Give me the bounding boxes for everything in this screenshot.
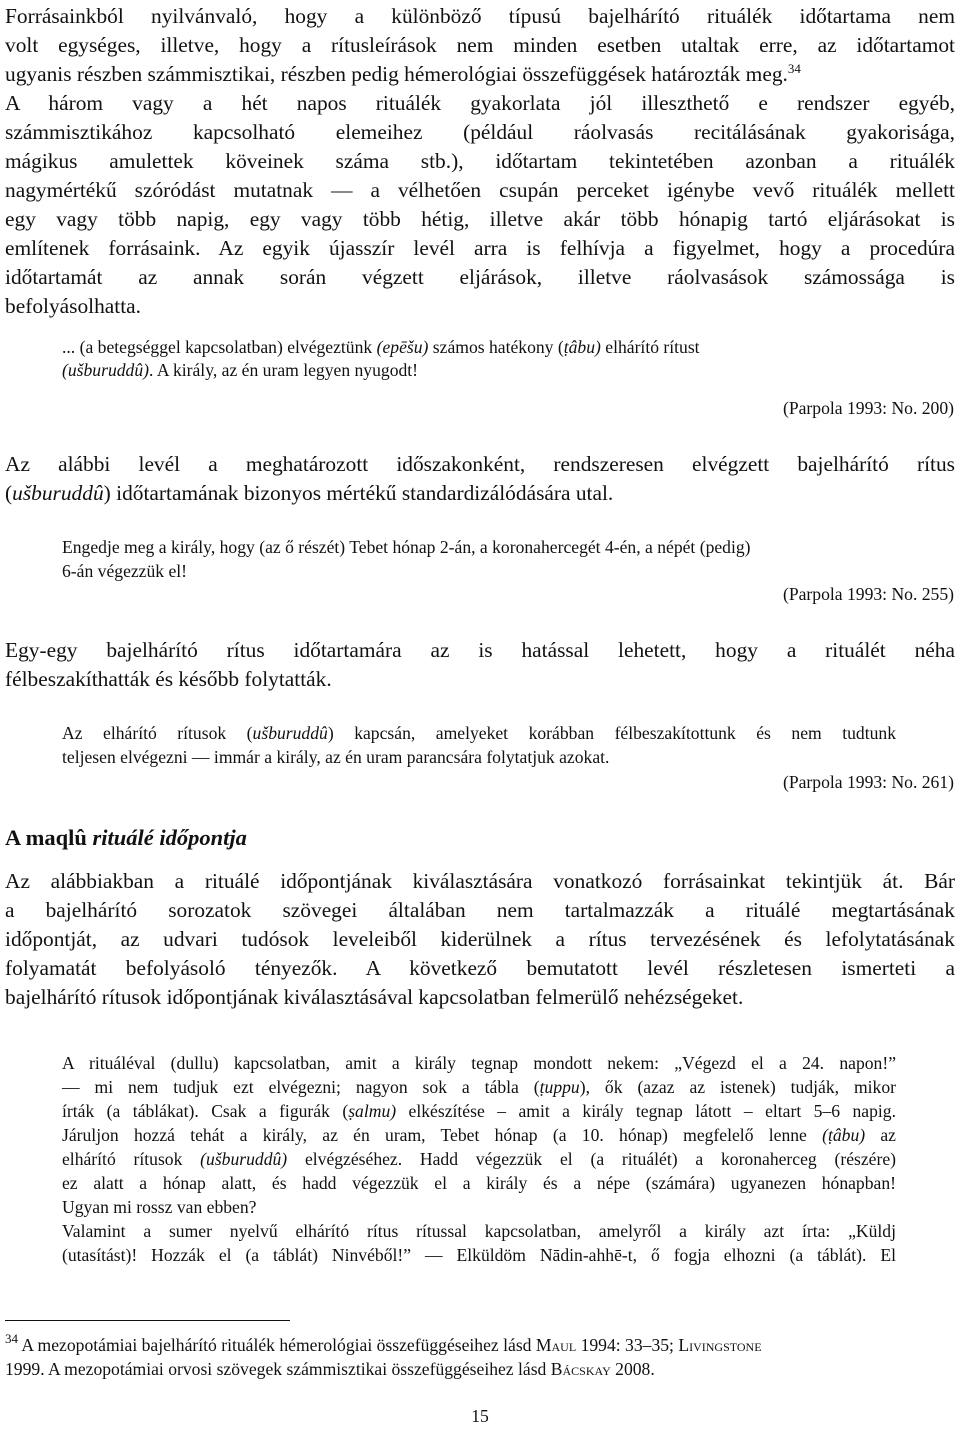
section-heading: A maqlû rituálé időpontja xyxy=(5,825,247,850)
paragraph-1-line-11: befolyásolhatta. xyxy=(5,294,142,318)
quote-4-line-5: elhárító rítusok (ušburuddû) elvégzéséhez. Hadd végezzük el (a rituálét) a koronaherceg (részére) xyxy=(62,1149,897,1169)
paragraph-1-line-9: említenek forrásaink. Az egyik újasszír levél arra is felhívja a figyelmet, hogy a procedúra xyxy=(5,236,955,260)
paragraph-2-line-2: (ušburuddû) időtartamának bizonyos mértékű standardizálódására utal. xyxy=(5,481,614,505)
quote-2-line-2: 6-án végezzük el! xyxy=(62,561,188,581)
page-number: 15 xyxy=(471,1406,489,1426)
quote-3-citation: (Parpola 1993: No. 261) xyxy=(782,772,954,792)
paragraph-1-line-4: A három vagy a hét napos rituálék gyakorlata jól illeszthető e rendszer egyéb, xyxy=(5,91,955,115)
paragraph-4-line-4: folyamatát befolyásoló tényezők. A következő bemutatott levél részletesen ismerteti a xyxy=(5,956,955,980)
paragraph-4-line-5: bajelhárító rítusok időpontjának kiválasztásával kapcsolatban felmerülő nehézségeket. xyxy=(5,985,744,1009)
quote-4-line-7: Ugyan mi rossz van ebben? xyxy=(62,1197,257,1217)
paragraph-4-line-2: a bajelhárító sorozatok szövegei általában nem tartalmazzák a rituálé megtartásának xyxy=(5,898,955,922)
quote-4-line-3: írták (a táblákat). Csak a figurák (ṣalmu) elkészítése – amit a király tegnap látott – eltart 5–6 napig. xyxy=(62,1101,897,1121)
quote-4-line-2: ― mi nem tudjuk ezt elvégezni; nagyon sok a tábla (ṭuppu), ők (azaz az istenek) tudják, mikor xyxy=(62,1077,896,1097)
paragraph-1-line-5: számmisztikához kapcsolható elemeihez (például ráolvasás recitálásának gyakorisága, xyxy=(5,120,955,144)
quote-4-line-1: A rituáléval (dullu) kapcsolatban, amit a király tegnap mondott nekem: „Végezd el a 24. napon!” xyxy=(62,1053,896,1073)
paragraph-3-line-2: félbeszakíthatták és később folytatták. xyxy=(5,667,332,691)
paragraph-1-line-6: mágikus amulettek köveinek száma stb.), időtartam tekintetében azonban a rituálék xyxy=(5,149,955,173)
footnote-ref-34[interactable]: 34 xyxy=(787,61,801,76)
paragraph-2-line-1: Az alábbi levél a meghatározott időszakonként, rendszeresen elvégzett bajelhárító rítus xyxy=(5,452,955,476)
quote-1-line-1: ... (a betegséggel kapcsolatban) elvégeztünk (epēšu) számos hatékony (ṭâbu) elhárító rítust xyxy=(62,337,700,357)
quote-4-line-6: ez alatt a hónap alatt, és hadd végezzük el a király és a népe (számára) ugyanezen hónapban! xyxy=(62,1173,896,1193)
quote-1-citation: (Parpola 1993: No. 200) xyxy=(782,398,954,418)
footnote-separator xyxy=(5,1320,290,1321)
quote-3-line-1: Az elhárító rítusok (ušburuddû) kapcsán, amelyeket korábban félbeszakítottunk és nem tudtunk xyxy=(62,723,896,743)
paragraph-1-line-7: nagymértékű szóródást mutatnak ― a vélhetően csupán perceket igénybe vevő rituálék mellett xyxy=(5,178,955,202)
quote-2-citation: (Parpola 1993: No. 255) xyxy=(782,584,954,604)
paragraph-1-line-10: időtartamát az annak során végzett eljárások, illetve ráolvasások számossága is xyxy=(5,265,955,289)
paragraph-1-line-1: Forrásainkból nyilvánvaló, hogy a különböző típusú bajelhárító rituálék időtartama nem xyxy=(5,4,955,28)
footnote-number: 34 xyxy=(5,1331,18,1346)
paragraph-4-line-1: Az alábbiakban a rituálé időpontjának kiválasztására vonatkozó forrásainkat tekintjük át. Bár xyxy=(5,869,955,893)
quote-1-line-2: (ušburuddû). A király, az én uram legyen nyugodt! xyxy=(62,360,419,380)
paragraph-1-line-8: egy vagy több napig, egy vagy több hétig, illetve akár több hónapig tartó eljárásokat is xyxy=(5,207,955,231)
quote-3-line-2: teljesen elvégezni ― immár a király, az én uram parancsára folytatjuk azokat. xyxy=(62,747,610,767)
paragraph-4-line-3: időpontját, az udvari tudósok leveleiből kiderülnek a rítus tervezésének és lefolytatásának xyxy=(5,927,955,951)
quote-4-line-4: Járuljon hozzá tehát a király, az én uram, Tebet hónap (a 10. hónap) megfelelő lenne (ṭâbu) az xyxy=(62,1125,896,1145)
paragraph-1-line-2: volt egységes, illetve, hogy a rítusleírások nem minden esetben utaltak erre, az időtartamot xyxy=(5,33,955,57)
footnote-34: $^{34}$ A mezopotámiai bajelhárító rituálék hémerológiai összefüggéseihez lásd Maul 1994: 33–35; Livingstone 1999. A mezopotámiai orvosi szövegek számmisztikai összefüggéseihez lásd Bácskay 2008. xyxy=(5,1331,762,1379)
quote-2-line-1: Engedje meg a király, hogy (az ő részét) Tebet hónap 2-án, a koronahercegét 4-én, a népét (pedig) xyxy=(62,537,751,557)
paragraph-1-line-3: ugyanis részben számmisztikai, részben pedig hémerológiai összefüggések határozták meg.$^{34}$ xyxy=(5,61,801,86)
quote-4-line-8: Valamint a sumer nyelvű elhárító rítus rítussal kapcsolatban, amelyről a király azt írta: „Küldj xyxy=(62,1221,896,1241)
quote-4-line-9: (utasítást)! Hozzák el (a táblát) Ninvéből!” ― Elküldöm Nādin-ahhē-t, ő fogja elhozni (a táblát). El xyxy=(62,1245,896,1265)
paragraph-3-line-1: Egy-egy bajelhárító rítus időtartamára az is hatással lehetett, hogy a rituálét néha xyxy=(5,638,955,662)
